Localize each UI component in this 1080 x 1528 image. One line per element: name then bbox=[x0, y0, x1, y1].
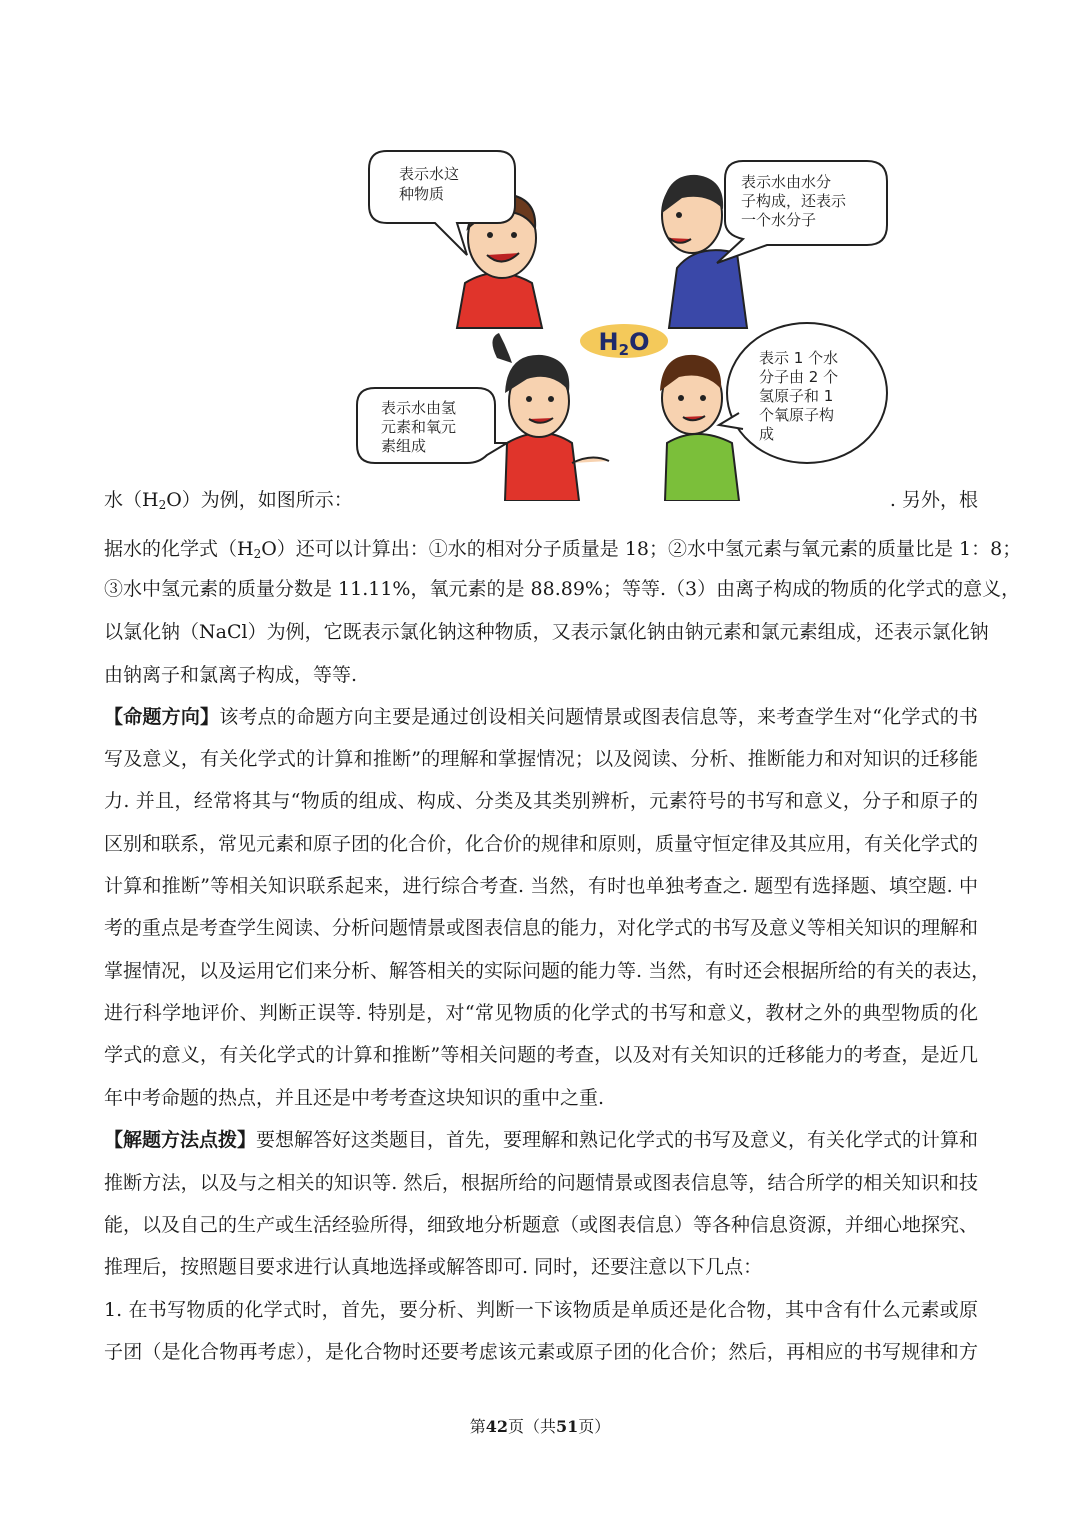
girl-bottom-left bbox=[492, 333, 609, 501]
text-line-1: 水$(H_2O)$为例，如图所示： . 另外，根 bbox=[104, 489, 978, 512]
text-line-16: 【解题方法点拨】要想解答好这类题目，首先，要理解和熟记化学式的书写及意义，有关化学式的计算和 bbox=[104, 1129, 979, 1151]
text-line-4: 以氯化钠（NaCl）为例，它既表示氯化钠这种物质，又表示氯化钠由钠元素和氯元素组成，还表示氯化钠 bbox=[104, 621, 989, 643]
page-total: 51 bbox=[556, 1417, 579, 1436]
bubble-bottom-left-line-3: 素组成 bbox=[381, 437, 427, 455]
text-line-19: 推理后，按照题目要求进行认真地选择或解答即可. 同时，还要注意以下几点： bbox=[104, 1256, 763, 1278]
text-line-20: 1. 在书写物质的化学式时，首先，要分析、判断一下该物质是单质还是化合物，其中含有什么元素或原 bbox=[104, 1299, 978, 1321]
text-line-7: 写及意义，有关化学式的计算和推断”的理解和掌握情况；以及阅读、分析、推断能力和对知识的迁移能 bbox=[104, 748, 978, 770]
bubble-bottom-right-line-4: 个氧原子构 bbox=[759, 406, 835, 424]
bubble-bottom-left-line-1: 表示水由氢 bbox=[381, 399, 457, 417]
text-line-11: 考的重点是考查学生阅读、分析问题情景或图表信息的能力，对化学式的书写及意义等相关知识的理解和 bbox=[104, 917, 979, 939]
bubble-top-right-line-1: 表示水由水分 bbox=[741, 173, 832, 191]
bubble-bottom-right-line-3: 氢原子和 1 bbox=[759, 387, 834, 405]
text-line-8: 力. 并且，经常将其与“物质的组成、构成、分类及其类别辨析，元素符号的书写和意义，分子和原子的 bbox=[104, 790, 978, 812]
speech-bubble-top-right bbox=[717, 161, 887, 263]
bubble-top-left-line-1: 表示水这 bbox=[399, 165, 460, 183]
bubble-top-right-line-3: 一个水分子 bbox=[741, 211, 817, 229]
bubble-top-left-line-2: 种物质 bbox=[399, 185, 445, 203]
text-line-12: 掌握情况，以及运用它们来分析、解答相关的实际问题的能力等. 当然，有时还会根据所给的有关的表达， bbox=[104, 960, 991, 982]
text-line-14: 学式的意义，有关化学式的计算和推断”等相关问题的考查，以及对有关知识的迁移能力的考查，是近几 bbox=[104, 1044, 978, 1066]
h2o-illustration bbox=[347, 143, 895, 501]
section-heading-method: 【解题方法点拨】 bbox=[104, 1129, 257, 1151]
text-line-2: 据水的化学式$(H_2O)$还可以计算出：①水的相对分子质量是 18；②水中氢元素与氧元素的质量比是 1：8； bbox=[104, 538, 1022, 561]
page-number: 42 bbox=[485, 1417, 508, 1436]
formula-label: $H_2O$ bbox=[598, 328, 650, 359]
bubble-bottom-right-line-2: 分子由 2 个 bbox=[759, 368, 839, 386]
speech-bubble-bottom-left bbox=[357, 388, 507, 463]
speech-bubble-bottom-right bbox=[719, 323, 887, 463]
section-heading-direction: 【命题方向】 bbox=[104, 706, 220, 728]
text-line-5: 由钠离子和氯离子构成，等等. bbox=[104, 664, 358, 686]
boy-bottom-right bbox=[660, 355, 739, 501]
text-line-9: 区别和联系，常见元素和原子团的化合价，化合价的规律和原则，质量守恒定律及其应用，有关化学式的 bbox=[104, 833, 979, 855]
text-line-13: 进行科学地评价、判断正误等. 特别是，对“常见物质的化学式的书写和意义，教材之外的典型物质的化 bbox=[104, 1002, 978, 1024]
bubble-bottom-right-line-5: 成 bbox=[759, 425, 775, 443]
bubble-bottom-right-line-1: 表示 1 个水 bbox=[759, 349, 839, 367]
text-line-21: 子团（是化合物再考虑），是化合物时还要考虑该元素或原子团的化合价；然后，再相应的书写规律和方 bbox=[104, 1341, 978, 1363]
text-line-6: 【命题方向】该考点的命题方向主要是通过创设相关问题情景或图表信息等，来考查学生对“化学式的书 bbox=[104, 706, 978, 728]
page-footer: 第42页（共51页） bbox=[469, 1417, 611, 1436]
text-line-10: 计算和推断”等相关知识联系起来，进行综合考查. 当然，有时也单独考查之. 题型有选择题、填空题. 中 bbox=[104, 875, 978, 897]
text-line-18: 能，以及自己的生产或生活经验所得，细致地分析题意（或图表信息）等各种信息资源，并细心地探究、 bbox=[104, 1214, 979, 1236]
bubble-top-right-line-2: 子构成，还表示 bbox=[741, 192, 847, 210]
bubble-bottom-left-line-2: 元素和氧元 bbox=[381, 418, 457, 436]
text-line-17: 推断方法，以及与之相关的知识等. 然后，根据所给的问题情景或图表信息等，结合所学的相关知识和技 bbox=[104, 1172, 978, 1194]
text-line-15: 年中考命题的热点，并且还是中考考查这块知识的重中之重. bbox=[104, 1087, 605, 1109]
text-line-3: ③水中氢元素的质量分数是 11.11%，氧元素的是 88.89%；等等.（3）由离子构成的物质的化学式的意义， bbox=[104, 578, 1021, 600]
